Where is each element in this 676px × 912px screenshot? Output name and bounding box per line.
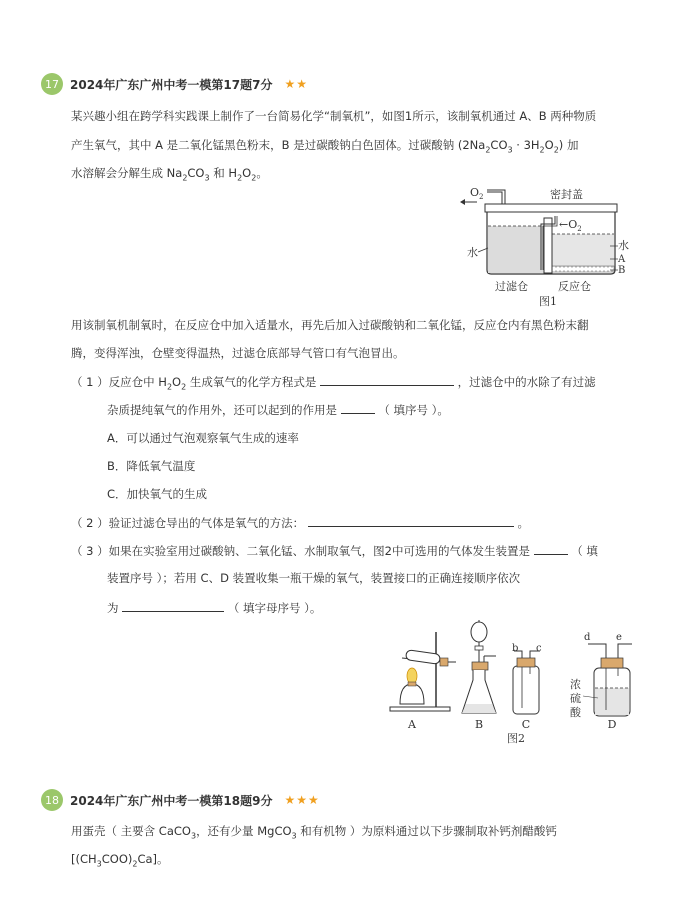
option-c: C．加快氧气的生成 (107, 487, 208, 501)
answer-blank-verify[interactable] (308, 515, 514, 527)
fig1-o2-in-label: $\leftarrow O_2$ (559, 218, 582, 233)
device-b (462, 620, 496, 731)
figure-2-apparatus (384, 618, 642, 748)
fig1-o2-out-label: $O_2$ (470, 186, 484, 201)
fig1-water-right-label: 水 (618, 239, 629, 252)
question-number-badge: 17 (41, 73, 63, 95)
option-a: A．可以通过气泡观察氧气生成的速率 (107, 431, 299, 445)
para-line-1: 用该制氧机制氧时，在反应仓中加入适量水，再先后加入过碳酸钠和二氧化锰，反应仓内有黑色粉末翻 (71, 318, 589, 332)
device-d (570, 632, 632, 731)
intro-line-2: 产生氧气，其中 A 是二氧化锰黑色粉末，B 是过碳酸钠白色固体。过碳酸钠 $(2Na_2CO_3 \cdot 3H_2O_2)$ 加 (71, 138, 579, 155)
question-title: 2024年广东广州中考一模第17题7分 (70, 77, 273, 92)
part-2: （ 2 ）验证过滤仓导出的气体是氧气的方法： 。 (71, 516, 529, 530)
device-a-label: A (408, 718, 416, 731)
figure-1-oxygen-machine (455, 182, 635, 310)
fig1-lid-label: 密封盖 (550, 188, 583, 201)
port-c-label: c (536, 643, 542, 654)
option-b: B．降低氧气温度 (107, 459, 196, 473)
port-e-label: e (616, 632, 622, 643)
question-18-header (41, 789, 320, 811)
question-17-header (41, 73, 308, 95)
device-c-label: C (521, 718, 531, 731)
answer-blank-order[interactable] (122, 600, 224, 612)
q18-line-2: $[(CH_3COO)_2Ca]$。 (71, 852, 169, 869)
acid-label-3: 酸 (570, 706, 581, 719)
q18-line-1: 用蛋壳（ 主要含 CaCO$_3$，还有少量 MgCO$_3$ 和有机物 ）为原料通过以下步骤制取补钙剂醋酸钙 (71, 824, 557, 841)
intro-line-3: 水溶解会分解生成 $Na_2CO_3$ 和 $H_2O_2$。 (71, 166, 268, 183)
port-b-label: b (512, 643, 519, 654)
difficulty-stars: ★★★ (284, 793, 320, 807)
fig2-caption: 图2 (507, 732, 525, 745)
device-c (512, 643, 542, 731)
answer-blank-choice[interactable] (341, 402, 375, 414)
acid-label-2: 硫 (570, 692, 581, 705)
difficulty-stars: ★★ (284, 77, 308, 91)
port-d-label: d (584, 632, 591, 643)
part-1-line-1: （ 1 ）反应仓中 $H_2O_2$ 生成氧气的化学方程式是 ，过滤仓中的水除了有过滤 (71, 375, 596, 392)
device-a (390, 632, 456, 731)
para-line-2: 腾，变得浑浊，仓壁变得温热，过滤仓底部导气管口有气泡冒出。 (71, 346, 405, 360)
fig1-b-label: B (618, 265, 626, 276)
question-number-badge: 18 (41, 789, 63, 811)
question-title: 2024年广东广州中考一模第18题9分 (70, 793, 273, 808)
part-1-line-2: 杂质提纯氧气的作用外，还可以起到的作用是 （ 填序号 ）。 (107, 403, 449, 417)
fig1-reaction-label: 反应仓 (558, 280, 591, 293)
device-d-label: D (607, 718, 617, 731)
device-b-label: B (474, 718, 484, 731)
fig1-a-label: A (618, 254, 626, 265)
part-3-line-1: （ 3 ）如果在实验室用过碳酸钠、二氧化锰、水制取氧气，图2中可选用的气体发生装置是 （ 填 (71, 544, 598, 558)
fig1-caption: 图1 (539, 295, 557, 308)
answer-blank-equation[interactable] (320, 374, 454, 386)
part-3-line-3: 为 （ 填字母序号 ）。 (107, 601, 322, 615)
fig1-filter-label: 过滤仓 (495, 280, 528, 293)
intro-line-1: 某兴趣小组在跨学科实践课上制作了一台简易化学“制氧机”，如图1所示，该制氧机通过 A、B 两种物质 (71, 109, 597, 123)
part-3-line-2: 装置序号 ）；若用 C、D 装置收集一瓶干燥的氧气，装置接口的正确连接顺序依次 (107, 571, 521, 585)
acid-label-1: 浓 (570, 678, 581, 691)
answer-blank-device[interactable] (534, 543, 568, 555)
fig1-water-left-label: 水 (467, 246, 478, 259)
